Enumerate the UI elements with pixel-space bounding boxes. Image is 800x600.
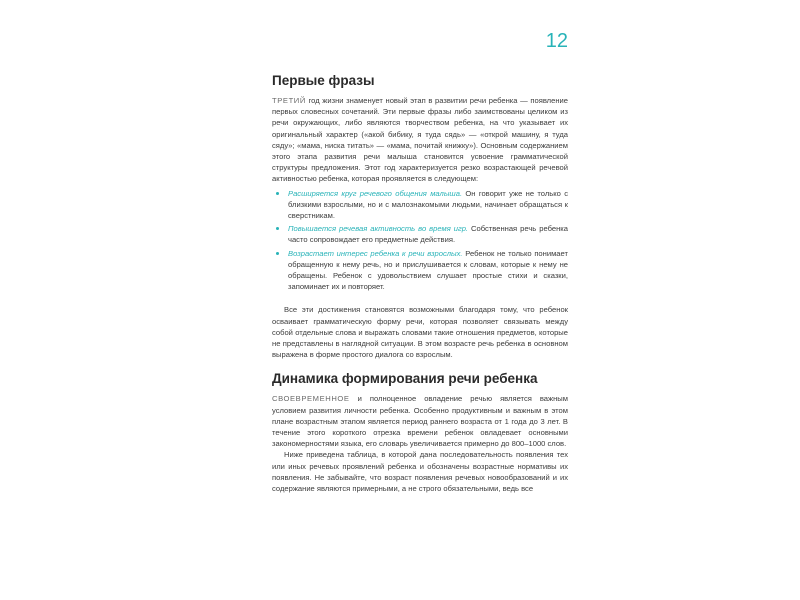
bullet-text: Собственная речь ребенка часто сопровождает его предметные действия. (288, 224, 568, 245)
section2-intro-paragraph (272, 393, 568, 449)
section1-intro-paragraph (272, 95, 568, 185)
intro-text: и полноценное овладение речью является важным условием развития личности ребенка. Особенно продуктивным и важным в этом плане возрастным этапом является период раннего возраста от 1 года до 3 лет. В течение этого короткого отрезка времени ребенок овладевает основными закономерностями языка, его словарь увеличивается примерно до 800–1000 слов. (272, 394, 568, 449)
page-content (272, 72, 568, 494)
lead-word: СВОЕВРЕМЕННОЕ (272, 394, 350, 404)
bullet-text: Он говорит уже не только с близкими взрослыми, но и с малознакомыми людьми, начинает обращаться к сверстникам. (288, 188, 568, 221)
page-number: 12 (545, 30, 568, 52)
bullet-list (272, 188, 568, 293)
section-heading-speech-dynamics: Динамика формирования речи ребенка (272, 371, 538, 387)
bullet-accent-text: Расширяется круг речевого общения малыша. (288, 188, 463, 198)
bullet-icon (276, 252, 279, 255)
bullet-accent-text: Повышается речевая активность во время игр. (288, 224, 469, 234)
intro-text: год жизни знаменует новый этап в развитии речи ребенка — появление первых словесных сочетаний. Эти первые фразы либо заимствованы целиком из речи окружающих, либо являются творчеством ребенка, на что указывает их оригинальный характер («акой бибику, я туда сядь» — «открой машину, я туда сяду»; «мама, ниска титать» — «мама, почитай книжку»). Основным содержанием этого этапа развития речи малыша становится усвоение грамматической структуры предложения. Этот год характеризуется резко возрастающей речевой активностью ребенка, которая проявляется в следующем: (272, 96, 568, 184)
list-item (272, 223, 568, 245)
list-item (272, 248, 568, 293)
section2-second-paragraph: Ниже приведена таблица, в которой дана последовательность появления тех или иных речевых проявлений ребенка и обозначены возрастные нормативы их появления. Не забывайте, что возраст появления речевых новообразований и их содержание являются примерными, а не строго обязательными, ведь все (272, 450, 568, 494)
section1-closing-paragraph: Все эти достижения становятся возможными благодаря тому, что ребенок осваивает грамматическую форму речи, которая позволяет связывать между собой отдельные слова и выражать словами такие отношения предметов, которые не представлены в наглядной ситуации. В этом возрасте речь ребенка в основном выражена в форме простого диалога со взрослым. (272, 305, 568, 360)
bullet-text: Ребенок не только понимает обращенную к нему речь, но и прислушивается к словам, которые к нему не обращены. Ребенок с удовольствием слушает простые стихи и сказки, запоминает их и повторяет. (288, 248, 568, 292)
bullet-accent-text: Возрастает интерес ребенка к речи взрослых. (288, 248, 463, 258)
bullet-icon (276, 227, 279, 230)
lead-word: ТРЕТИЙ (272, 96, 306, 105)
list-item (272, 188, 568, 222)
section-heading-first-phrases: Первые фразы (272, 73, 375, 88)
bullet-icon (276, 192, 279, 195)
